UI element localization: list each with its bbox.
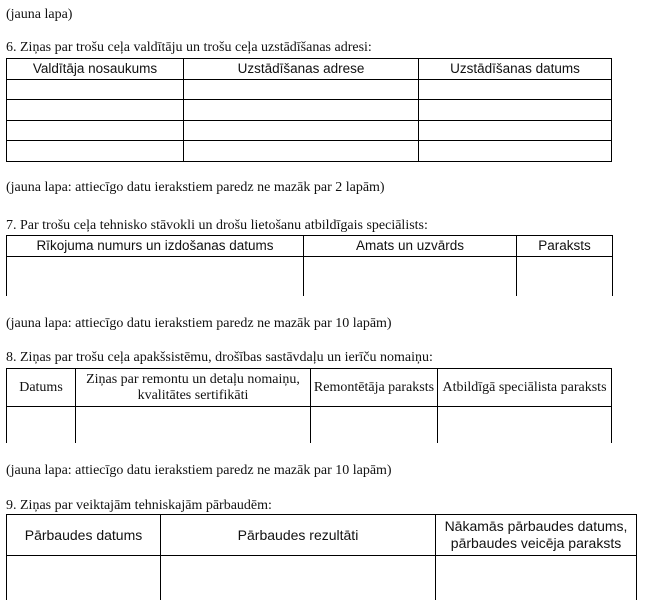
table-cell[interactable] [7, 257, 304, 296]
col-header-next-inspection: Nākamās pārbaudes datums, pārbaudes veicēja paraksts [436, 515, 637, 556]
table-row [7, 121, 612, 141]
new-page-note-min-10-second: (jauna lapa: attiecīgo datu ierakstiem paredz ne mazāk par 10 lapām) [6, 463, 392, 478]
table-cell[interactable] [304, 257, 517, 296]
table-cell[interactable] [76, 407, 311, 443]
table-cell[interactable] [438, 407, 612, 443]
table-row [7, 407, 612, 443]
table-row [7, 556, 637, 600]
table-section-9 [6, 514, 637, 600]
table-cell[interactable] [7, 100, 184, 121]
col-header-installation-date: Uzstādīšanas datums [419, 59, 612, 80]
col-header-repairer-signature: Remontētāja paraksts [311, 369, 438, 407]
col-header-specialist-signature: Atbildīgā speciālista paraksts [438, 369, 612, 407]
table-cell[interactable] [517, 257, 613, 296]
table-cell[interactable] [7, 121, 184, 141]
col-header-inspection-date: Pārbaudes datums [7, 515, 161, 556]
table-cell[interactable] [7, 141, 184, 162]
table-section-6 [6, 58, 612, 162]
col-header-inspection-results: Pārbaudes rezultāti [161, 515, 436, 556]
col-header-operator-name: Valdītāja nosaukums [7, 59, 184, 80]
table-row [7, 100, 612, 121]
table-cell[interactable] [184, 121, 419, 141]
table-cell[interactable] [7, 556, 161, 600]
table-cell[interactable] [436, 556, 637, 600]
col-header-repair-info: Ziņas par remontu un detaļu nomaiņu, kvalitātes sertifikāti [76, 369, 311, 407]
col-header-position-surname: Amats un uzvārds [304, 236, 517, 257]
table-section-8 [6, 368, 612, 443]
table-cell[interactable] [311, 407, 438, 443]
col-header-installation-address: Uzstādīšanas adrese [184, 59, 419, 80]
section-7-heading: 7. Par trošu ceļa tehnisko stāvokli un drošu lietošanu atbildīgais speciālists: [6, 218, 428, 233]
new-page-note-min-10: (jauna lapa: attiecīgo datu ierakstiem paredz ne mazāk par 10 lapām) [6, 316, 392, 331]
table-cell[interactable] [7, 407, 76, 443]
col-header-date: Datums [7, 369, 76, 407]
table-row [7, 257, 613, 296]
col-header-order-number-date: Rīkojuma numurs un izdošanas datums [7, 236, 304, 257]
table-cell[interactable] [419, 121, 612, 141]
table-cell[interactable] [184, 80, 419, 100]
table-cell[interactable] [7, 80, 184, 100]
section-8-heading: 8. Ziņas par trošu ceļa apakšsistēmu, drošības sastāvdaļu un ierīču nomaiņu: [6, 350, 433, 365]
table-cell[interactable] [419, 100, 612, 121]
table-cell[interactable] [419, 141, 612, 162]
col-header-signature: Paraksts [517, 236, 613, 257]
table-cell[interactable] [419, 80, 612, 100]
table-cell[interactable] [184, 100, 419, 121]
new-page-note: (jauna lapa) [6, 7, 73, 22]
table-cell[interactable] [161, 556, 436, 600]
table-cell[interactable] [184, 141, 419, 162]
section-6-heading: 6. Ziņas par trošu ceļa valdītāju un trošu ceļa uzstādīšanas adresi: [6, 40, 372, 55]
table-section-7 [6, 235, 613, 296]
section-9-heading: 9. Ziņas par veiktajām tehniskajām pārbaudēm: [6, 498, 272, 513]
new-page-note-min-2: (jauna lapa: attiecīgo datu ierakstiem paredz ne mazāk par 2 lapām) [6, 180, 385, 195]
table-row [7, 80, 612, 100]
table-row [7, 141, 612, 162]
